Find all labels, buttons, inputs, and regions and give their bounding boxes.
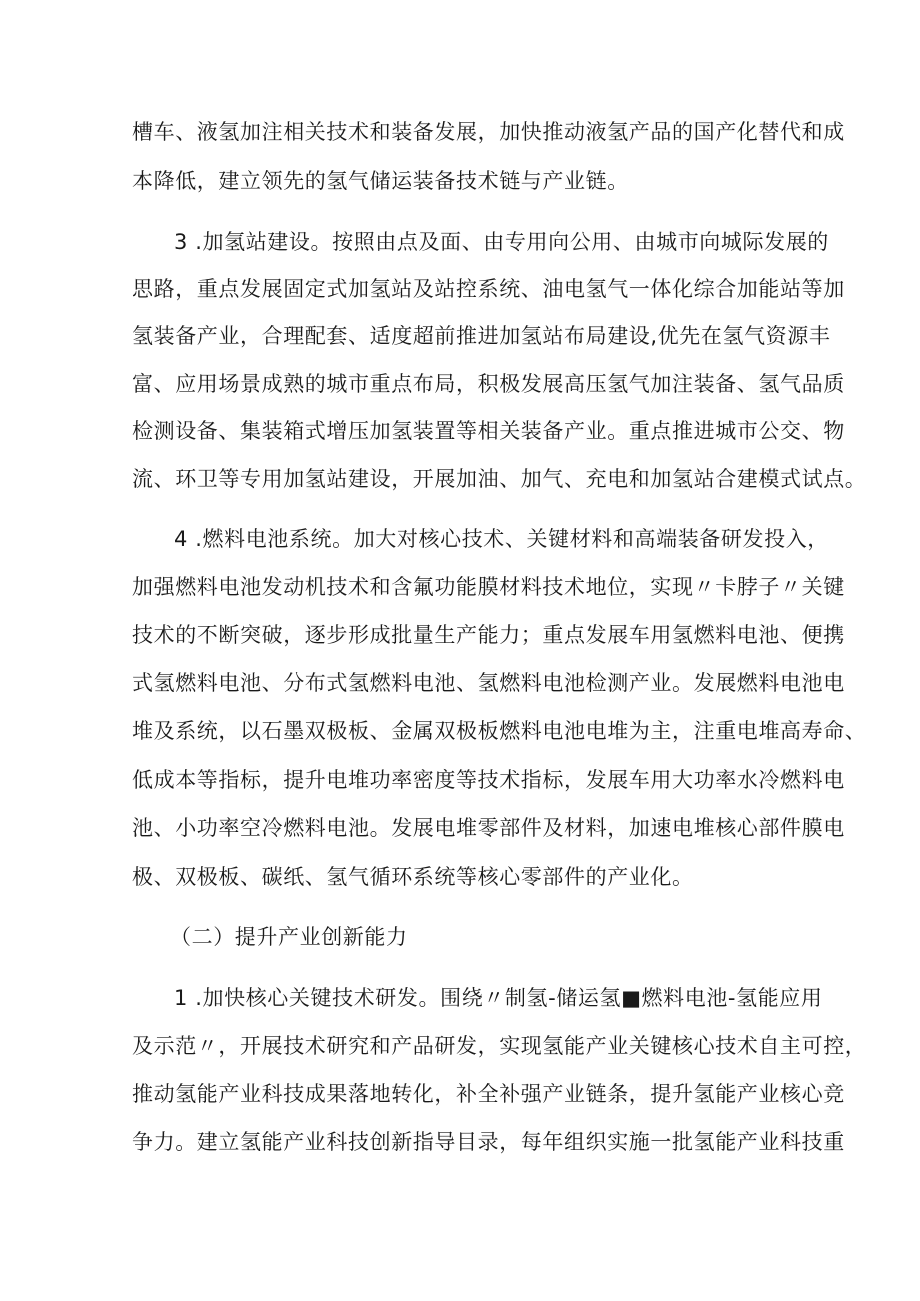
paragraph-line: 推动氢能产业科技成果落地转化，补全补强产业链条，提升氢能产业核心竞 — [132, 1082, 845, 1106]
section-4-start-line: 4 .燃料电池系统。加大对核心技术、关键材料和高端装备研发投入， — [174, 527, 829, 551]
section-heading: （二）提升产业创新能力 — [170, 925, 408, 949]
paragraph-line: 检测设备、集装箱式增压加氢装置等相关装备产业。重点推进城市公交、物 — [132, 419, 845, 443]
paragraph-line: 富、应用场景成熟的城市重点布局，积极发展高压氢气加注装备、氢气品质 — [132, 372, 845, 396]
paragraph-line: 氢装备产业，合理配套、适度超前推进加氢站布局建设,优先在氢气资源丰 — [132, 324, 831, 348]
paragraph-line: 低成本等指标，提升电堆功率密度等技术指标，发展车用大功率水冷燃料电 — [132, 768, 845, 792]
paragraph-line: 及示范〃，开展技术研究和产品研发，实现氢能产业关键核心技术自主可控， — [132, 1034, 867, 1058]
section-3-start-line: 3 .加氢站建设。按照由点及面、由专用向公用、由城市向城际发展的 — [174, 230, 829, 254]
paragraph-line: 池、小功率空冷燃料电池。发展电堆零部件及材料，加速电堆核心部件膜电 — [132, 816, 845, 840]
paragraph-line: 技术的不断突破，逐步形成批量生产能力；重点发展车用氢燃料电池、便携 — [132, 623, 845, 647]
paragraph-line: 式氢燃料电池、分布式氢燃料电池、氢燃料电池检测产业。发展燃料电池电 — [132, 671, 845, 695]
paragraph-line: 槽车、液氢加注相关技术和装备发展，加快推动液氢产品的国产化替代和成 — [132, 120, 845, 144]
paragraph-line: 思路，重点发展固定式加氢站及站控系统、油电氢气一体化综合加能站等加 — [132, 277, 845, 301]
paragraph-line: 本降低，建立领先的氢气储运装备技术链与产业链。 — [132, 169, 629, 193]
section-1-start-line: 1 .加快核心关键技术研发。围绕〃制氢-储运氢■燃料电池-氢能应用 — [174, 986, 823, 1010]
paragraph-line: 流、环卫等专用加氢站建设，开展加油、加气、充电和加氢站合建模式试点。 — [132, 467, 867, 491]
paragraph-line: 加强燃料电池发动机技术和含氟功能膜材料技术地位，实现〃卡脖子〃关键 — [132, 575, 845, 599]
paragraph-line: 争力。建立氢能产业科技创新指导目录，每年组织实施一批氢能产业科技重 — [132, 1130, 845, 1154]
paragraph-line: 堆及系统，以石墨双极板、金属双极板燃料电池电堆为主，注重电堆高寿命、 — [132, 719, 867, 743]
paragraph-line: 极、双极板、碳纸、氢气循环系统等核心零部件的产业化。 — [132, 865, 694, 889]
